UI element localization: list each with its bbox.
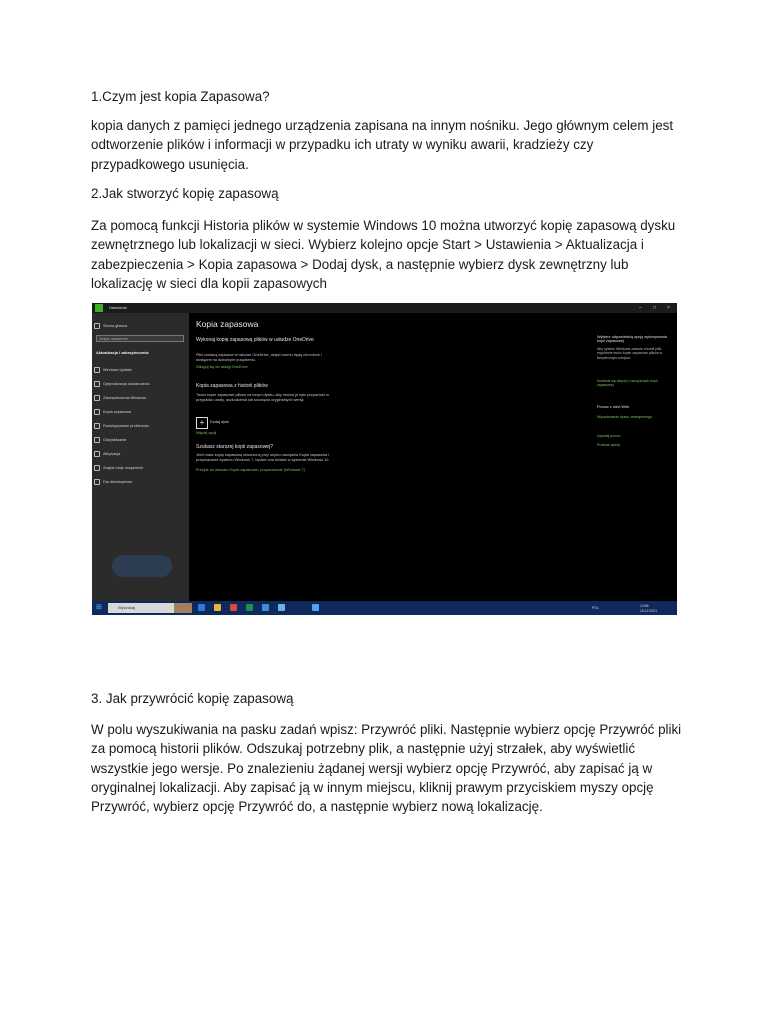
close-icon: × — [667, 305, 670, 311]
store-icon — [262, 604, 269, 611]
folder-icon — [214, 604, 221, 611]
question-3-answer: W polu wyszukiwania na pasku zadań wpisz: Przywróć pliki. Następnie wybierz opcję Przywróć pliki za pomocą historii plików. Odszukaj potrzebny plik, a następnie użyj strzałek, aby wyświetlić wszystkie jego wersje. Po znalezieniu żądanej wersji wybierz opcję Przywróć, aby zapisać ją w oryginalnej lokalizacji. Aby zapisać ją w innym miejscu, kliknij prawym przyciskiem myszy opcję Przywróć, wybierz opcję Przywróć do, a następnie wybierz nową lokalizację. — [91, 722, 682, 815]
sidebar-item-backup: Kopia zapasowa — [94, 409, 131, 415]
windows-taskbar — [92, 601, 677, 615]
sidebar-item-home: Strona główna — [94, 323, 127, 329]
person-icon — [94, 465, 100, 471]
check-circle-icon — [94, 451, 100, 457]
window-titlebar — [92, 303, 677, 313]
right-link: Dowiedz się więcej o narzędziach kopii zapasowej — [597, 379, 658, 388]
main-page-title: Kopia zapasowa — [196, 319, 259, 329]
shield-icon — [94, 395, 100, 401]
question-3-heading: 3. Jak przywrócić kopię zapasową — [91, 691, 294, 706]
sidebar-item-developers: Dla deweloperów — [94, 479, 132, 485]
question-1-answer: kopia danych z pamięci jednego urządzenia zapisana na innym nośniku. Jego głównym celem jest odtworzenie plików i informacji w przypadku ich utraty w wyniku awarii, kradzieży czy przypadkowego usunięcia. — [91, 118, 674, 172]
app-icon-green — [246, 604, 253, 611]
tray-clock: 13:55 15.12.2021 — [640, 604, 657, 613]
question-1-heading: 1.Czym jest kopia Zapasowa? — [91, 89, 270, 104]
recovery-icon — [94, 437, 100, 443]
feedback-link: Przekaż opinię — [597, 443, 620, 447]
older-backup-heading: Szukasz starszej kopii zapasowej? — [196, 444, 273, 450]
maximize-icon: □ — [653, 305, 657, 311]
app-icon — [95, 304, 103, 312]
right-heading: Wybierz odpowiednią opcję wykonywania kopii zapasowej — [597, 335, 667, 344]
wrench-icon — [94, 423, 100, 429]
onedrive-link: Zaloguj się do usługi OneDrive — [196, 365, 248, 369]
taskbar-search: Wyszukaj — [108, 603, 182, 613]
sidebar-item-delivery: Optymalizacja dostarczania — [94, 381, 149, 387]
question-2-heading: 2.Jak stworzyć kopię zapasową — [91, 186, 279, 201]
blurred-region — [112, 555, 172, 577]
more-options-link: Więcej opcji — [196, 431, 217, 435]
settings-search-input: Znajdź ustawienie — [96, 335, 184, 342]
sidebar-item-find-device: Znajdź moje urządzenie — [94, 465, 143, 471]
embedded-settings-screenshot — [92, 303, 677, 615]
minimize-icon: – — [639, 305, 642, 311]
window-title: Ustawienia — [109, 306, 127, 310]
onedrive-body: Pliki zostaną zapisane w usłudze OneDrive, dzięki czemu będą chronione i dostępne na dowolnym urządzeniu. — [196, 353, 322, 362]
history-body: Twórz kopie zapasowe plików na innym dysku, aby można je było przywrócić w przypadku utraty, uszkodzenia lub usunięcia oryginalnych wersji. — [196, 393, 329, 402]
sidebar-item-activation: Aktywacja — [94, 451, 120, 457]
web-help-link: Wyszukiwanie dysku zewnętrznego — [597, 415, 653, 419]
taskbar-photo — [174, 603, 192, 613]
delivery-icon — [94, 381, 100, 387]
mail-icon — [278, 604, 285, 611]
settings-gear-icon — [312, 604, 319, 611]
add-drive-plus-icon: + — [196, 417, 208, 429]
sidebar-section-title: Aktualizacja i zabezpieczenia — [96, 351, 149, 355]
sidebar-item-windows-update: Windows Update — [94, 367, 132, 373]
taskview-icon — [198, 604, 205, 611]
older-backup-body: Jeśli masz kopię zapasową utworzoną przy użyciu narzędzia Kopia zapasowa i przywracanie systemu Windows 7, będzie ona działać w systemie Windows 10. — [196, 453, 330, 462]
get-help-link: Uzyskaj pomoc — [597, 434, 621, 438]
sidebar-item-security: Zabezpieczenia Windows — [94, 395, 146, 401]
question-2-answer: Za pomocą funkcji Historia plików w systemie Windows 10 można utworzyć kopię zapasową dysku zewnętrznego lub lokalizacji w sieci. Wybierz kolejno opcje Start > Ustawienia > Aktualizacja i zabezpieczenia > Kopia zapasowa > Dodaj dysk, a następnie wybierz dysk zewnętrzny lub lokalizację w sieci dla kopii zapasowych — [91, 218, 676, 291]
windows-start-icon: ⊞ — [96, 604, 102, 611]
right-body: Aby system Windows zawsze chronił pliki, regularnie twórz kopie zapasowe plików w bezpiecznym miejscu. — [597, 347, 663, 360]
sidebar-item-troubleshoot: Rozwiązywanie problemów — [94, 423, 149, 429]
onedrive-heading: Wykonaj kopię zapasową plików w usłudze OneDrive — [196, 337, 314, 343]
web-help-heading: Pomoc z sieci Web — [597, 405, 630, 409]
sidebar-item-recovery: Odzyskiwanie — [94, 437, 126, 443]
developer-icon — [94, 479, 100, 485]
home-icon — [94, 323, 100, 329]
history-heading: Kopia zapasowa z historii plików — [196, 383, 268, 389]
refresh-icon — [94, 367, 100, 373]
browser-icon — [230, 604, 237, 611]
older-backup-link: Przejdź do obszaru Kopia zapasowa i przywracanie (Windows 7) — [196, 468, 305, 472]
tray-lang: POL — [592, 606, 599, 610]
backup-icon — [94, 409, 100, 415]
add-drive-label: Dodaj dysk — [210, 420, 229, 424]
settings-sidebar — [92, 313, 189, 601]
